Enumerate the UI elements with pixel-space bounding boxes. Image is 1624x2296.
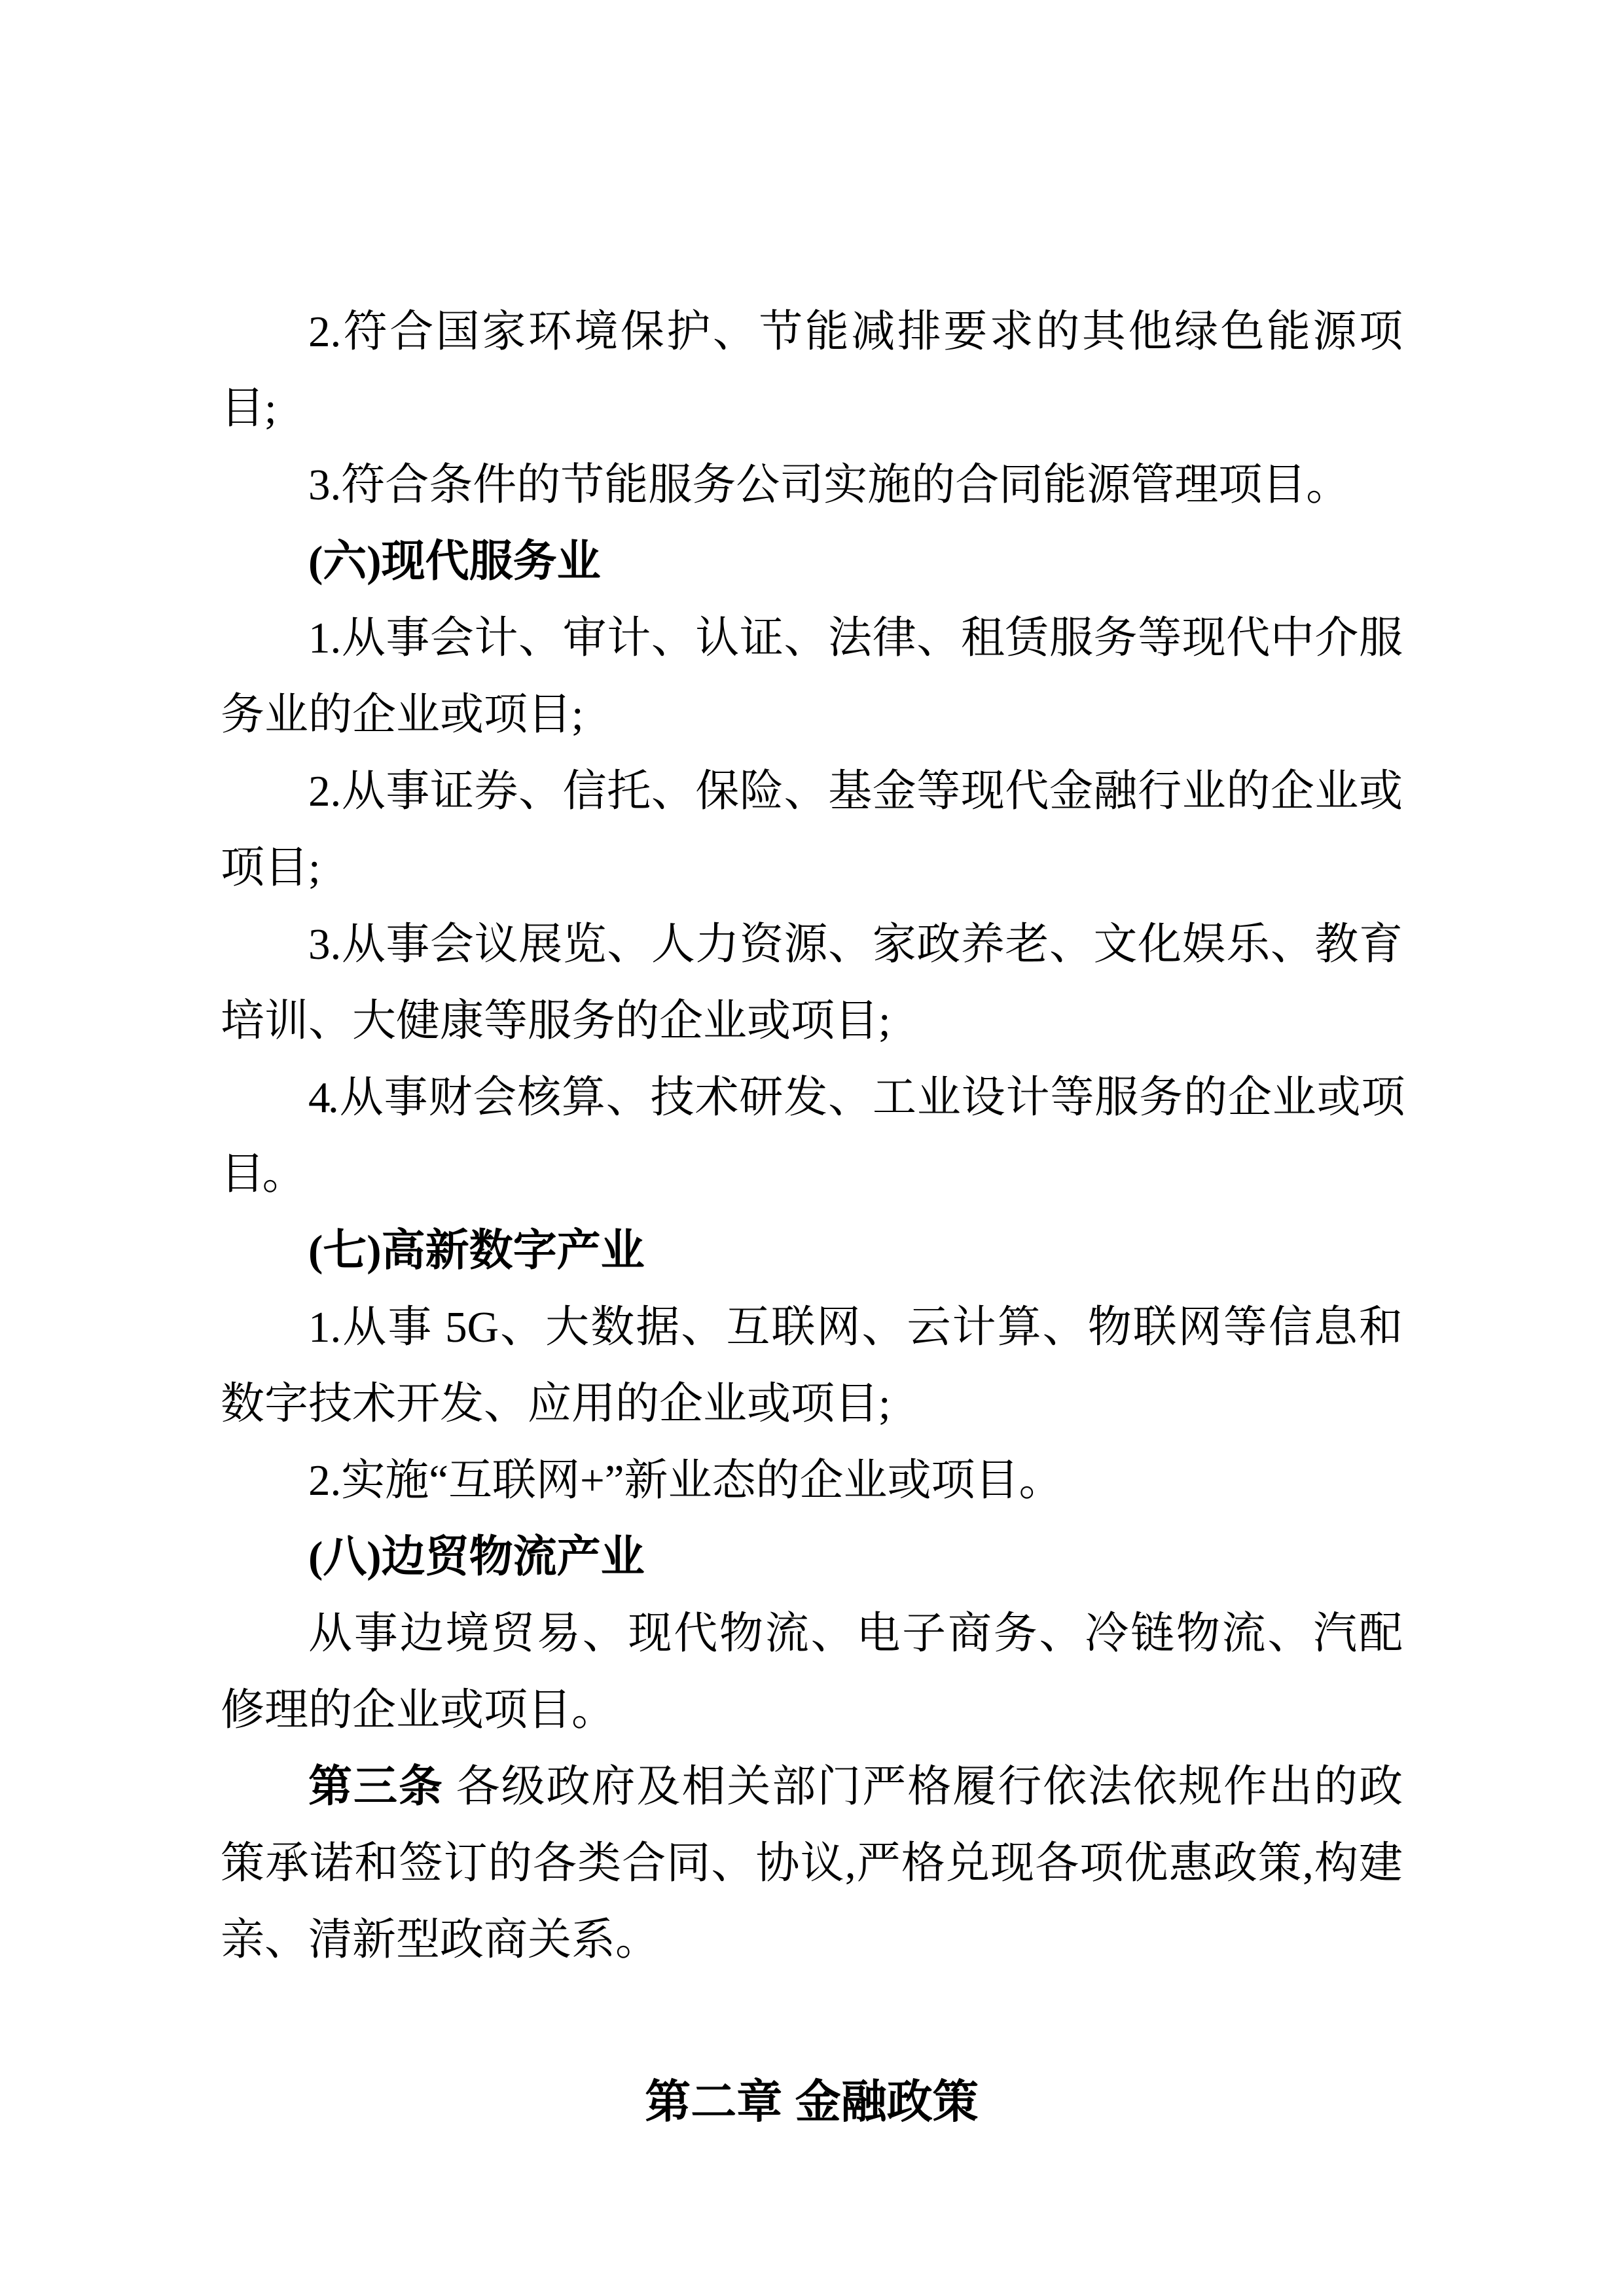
list-item-green-energy-3: 3.符合条件的节能服务公司实施的合同能源管理项目。 [308, 461, 1350, 509]
document-body [221, 294, 1403, 2140]
list-item-modern-services-2: 2.从事证券、信托、保险、基金等现代金融行业的企业或项目; [221, 767, 1403, 892]
article-clause-label: 第三条 [308, 1763, 444, 1811]
list-item-modern-services-3: 3.从事会议展览、人力资源、家政养老、文化娱乐、教育培训、大健康等服务的企业或项目; [221, 920, 1403, 1045]
list-item-hitech-digital-1: 1.从事 5G、大数据、互联网、云计算、物联网等信息和数字技术开发、应用的企业或项目; [221, 1303, 1403, 1428]
list-item-modern-services-1: 1.从事会计、审计、认证、法律、租赁服务等现代中介服务业的企业或项目; [221, 614, 1403, 739]
article-clause-text: 各级政府及相关部门严格履行依法依规作出的政策承诺和签订的各类合同、协议,严格兑现各项优惠政策,构建亲、清新型政商关系。 [221, 1763, 1403, 1964]
section-heading-hitech-digital: (七)高新数字产业 [308, 1227, 645, 1275]
list-item-green-energy-2: 2.符合国家环境保护、节能减排要求的其他绿色能源项目; [221, 308, 1403, 433]
body-text-border-trade-logistics: 从事边境贸易、现代物流、电子商务、冷链物流、汽配修理的企业或项目。 [221, 1609, 1403, 1734]
section-heading-modern-services: (六)现代服务业 [308, 537, 601, 586]
list-item-modern-services-4: 4.从事财会核算、技术研发、工业设计等服务的企业或项目。 [221, 1073, 1403, 1198]
article-clause-3 [221, 1749, 1403, 1979]
chapter-heading: 第二章 金融政策 [645, 2076, 979, 2127]
section-heading-border-trade-logistics: (八)边贸物流产业 [308, 1533, 645, 1581]
list-item-hitech-digital-2: 2.实施“互联网+”新业态的企业或项目。 [308, 1456, 1063, 1505]
